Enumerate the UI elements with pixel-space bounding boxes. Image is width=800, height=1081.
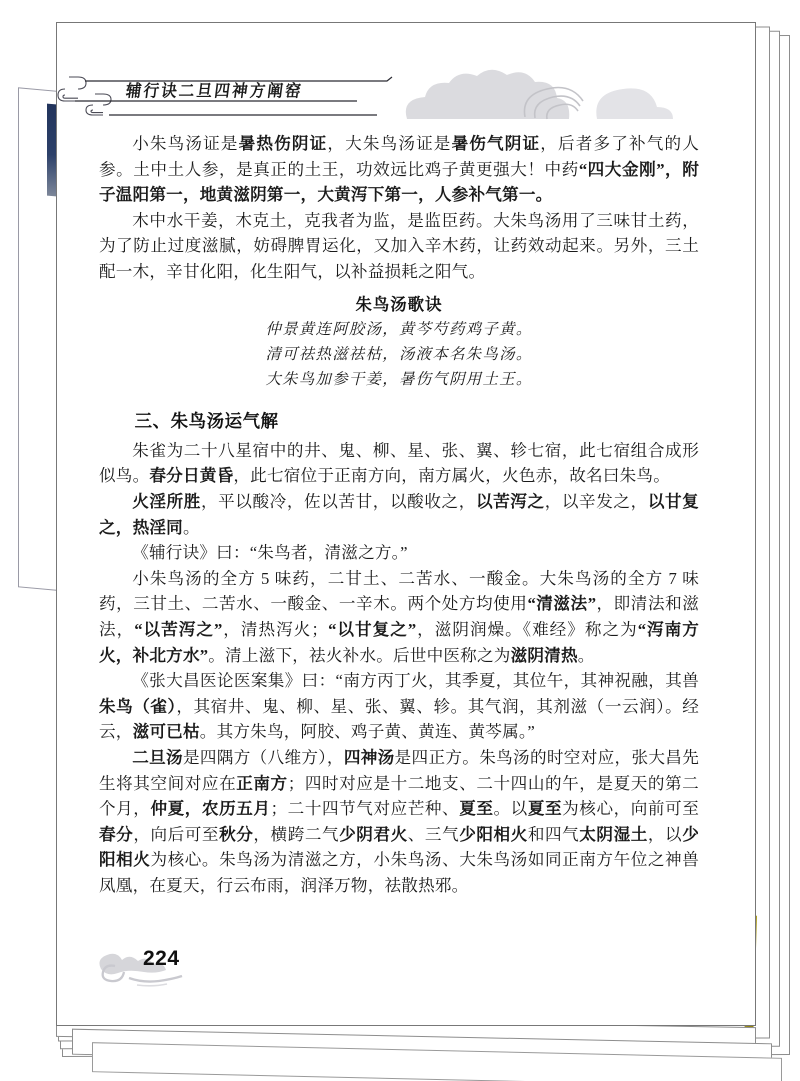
p7-seg-e: 。其方朱鸟，阿胶、鸡子黄、黄连、黄芩属。” [199,722,535,742]
p8-emph-6: 夏至 [527,799,563,819]
running-head-title: 辅行诀二旦四神方阐窑 [124,82,304,101]
p8-emph-9: 少阴君火 [339,824,408,844]
p6-seg-k: 。 [577,645,595,665]
p7-emph-1: 朱鸟（雀） [99,696,177,716]
p8-emph-12: 少阳相火 [99,824,699,870]
p1-emph-3: “四大金刚”，附子温阳第一，地黄滋阴第一，大黄泻下第一，人参补气第一。 [99,159,699,205]
p8-emph-10: 少阳相火 [459,824,528,844]
verse-line-3: 大朱鸟加参干姜，暑伤气阴用土王。 [265,371,533,389]
p8-emph-7: 春分 [99,824,134,844]
p8-seg-r: 、三气 [407,824,460,844]
p8-seg-t: 和四气 [527,824,580,844]
p7-seg-a: 《张大昌医论医案集》曰：“南方丙丁火，其季夏，其位午，其神祝融，其兽 [132,671,699,691]
p8-seg-h: ；二十四节气对应芒种、 [270,799,460,819]
p6-emph-1: “清滋法” [527,594,597,614]
p1-emph-1: 暑热伤阴证 [238,134,328,153]
paragraph-5: 《辅行诀》曰：“朱鸟者，清滋之方。” [132,543,408,563]
p3-emph-1: 春分日黄昏 [149,466,234,486]
page-number: 224 [143,947,180,970]
p7-emph-2: 滋可已枯 [132,722,200,742]
verse-line-2: 清可祛热滋祛枯，汤液本名朱鸟汤。 [265,345,533,363]
p6-seg-i: 。清上滋下，祛火补水。后世中医称之为 [208,645,511,665]
p8-emph-4: 仲夏，农历五月 [150,799,271,819]
p8-emph-2: 四神汤 [343,747,395,767]
p4-emph-3: 以甘复之，热淫同 [99,491,699,537]
p6-emph-2: “以苦泻之” [134,619,223,639]
running-head [57,61,755,125]
p4-emph-1: 火淫所胜 [132,491,201,511]
p4-seg-f: 。 [182,517,200,537]
paragraph-3 [99,438,699,489]
p4-emph-2: 以苦泻之 [475,491,545,511]
p3-seg-c: ，此七宿位于正南方向，南方属火，火色赤，故名曰朱鸟。 [233,466,670,486]
p8-seg-f: ；四时对应是十二地支、二十四山的午，是夏天的第二个月， [99,773,699,819]
section-heading: 三、朱鸟汤运气解 [134,410,279,431]
p1-emph-2: 暑伤气阴证 [451,134,541,153]
p8-seg-l: 为核心，向前可至 [562,799,699,819]
p8-emph-11: 太阴湿土 [579,824,648,844]
p8-seg-n: ，向后可至 [133,824,220,844]
p1-seg-c: ，大朱鸟汤证是 [327,134,452,153]
p4-seg-d: ，以辛发之， [544,491,648,511]
p6-emph-3: “以甘复之” [328,619,417,639]
p6-emph-5: 滋阴清热 [510,645,578,665]
p8-emph-5: 夏至 [459,799,494,819]
p6-emph-4: “泻南方火，补北方水” [99,619,700,665]
p6-seg-g: ，滋阴润燥。《难经》称之为 [416,619,638,639]
p8-seg-d: 是四正方。朱鸟汤的时空对应，张大昌先生将其空间对应在 [99,747,700,793]
p4-seg-b: ，平以酸冷，佐以苦甘，以酸收之， [200,491,476,511]
book-page [56,22,756,1026]
verse-title: 朱鸟汤歌诀 [355,294,443,314]
verse-line-1: 仲景黄连阿胶汤，黄芩芍药鸡子黄。 [265,320,533,338]
p8-seg-b: 是四隅方（八维方）， [182,747,344,767]
p8-emph-8: 秋分 [219,824,254,844]
book-spine-accent [47,104,56,197]
p6-seg-c: ，即清法和滋法， [99,594,700,639]
paragraph-7 [99,668,699,745]
p1-seg-a: 小朱鸟汤证是 [132,134,239,153]
p6-seg-e: ，清热泻火； [222,619,329,639]
p8-seg-x: 为核心。朱鸟汤为清滋之方，小朱鸟汤、大朱鸟汤如同正南方午位之神兽凤凰，在夏天，行云布雨，润泽万物，祛散热邪。 [99,850,699,895]
p8-emph-1: 二旦汤 [132,747,183,767]
paragraph-6 [99,566,699,668]
paragraph-2: 木中水干姜，木克土，克我者为监，是监臣药。大朱鸟汤用了三味甘土药，为了防止过度滋腻，妨碍脾胃运化，又加入辛木药，让药效动起来。另外，三土配一木，辛甘化阳，化生阳气，以补益损耗之阳气。 [99,210,699,281]
p8-seg-p: ，横跨二气 [253,824,340,844]
page-footer [95,947,315,993]
paragraph-1 [99,131,699,208]
p6-seg-a: 小朱鸟汤的全方 5 味药，二甘土、二苦水、一酸金。大朱鸟汤的全方 7 味药，三甘土、二苦水、一酸金、一辛木。两个处方均使用 [99,568,699,614]
p8-seg-j: 。以 [493,799,528,819]
p8-emph-3: 正南方 [236,773,288,793]
p7-seg-c: ，其宿井、鬼、柳、星、张、翼、轸。其气润，其剂滋（一云润）。经云， [99,696,699,742]
paragraph-4 [99,489,699,540]
p8-seg-v: ，以 [647,824,683,844]
p3-seg-a: 朱雀为二十八星宿中的井、鬼、柳、星、张、翼、轸七宿，此七宿组合成形似鸟。 [99,440,699,486]
text-column [99,131,699,898]
paragraph-8 [99,745,699,899]
p1-seg-e: ，后者多了补气的人参。土中土人参，是真正的土王，功效远比鸡子黄更强大！中药 [99,134,700,179]
